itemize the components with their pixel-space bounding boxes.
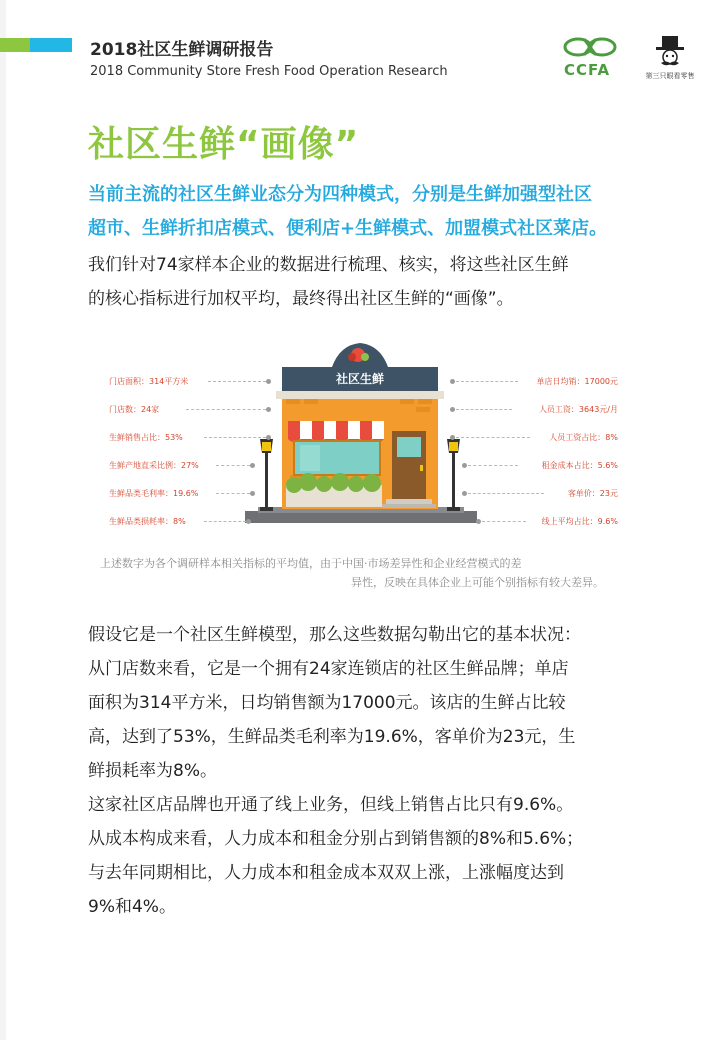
top-hat-mustache-icon: [650, 34, 690, 70]
leader-line: [216, 465, 250, 466]
body-line-5: 鲜损耗率为8%。: [88, 761, 217, 781]
leader-line: [456, 437, 530, 438]
partner-logo: [636, 34, 704, 82]
intro-line-1: 我们针对74家样本企业的数据进行梳理、核实，将这些社区生鲜: [88, 255, 569, 275]
leader-dot: [476, 519, 481, 524]
leader-line: [456, 381, 518, 382]
header-bar-green: [0, 38, 30, 52]
infographic-caption: [100, 554, 620, 592]
ccfa-logo: [562, 35, 626, 81]
leader-dot: [246, 519, 251, 524]
metric-store-area: 门店面积：314平方米: [109, 377, 189, 386]
metric-rent-share: 租金成本占比：5.6%: [541, 461, 618, 470]
body-line-4: 高，达到了53%，生鲜品类毛利率为19.6%，客单价为23元，生: [88, 727, 576, 747]
metric-basket-size: 客单价：23元: [567, 489, 618, 498]
metric-fresh-sales-share: 生鲜销售占比：53%: [109, 433, 183, 442]
partner-logo-text: 第三只眼看零售: [645, 72, 695, 80]
leader-dot: [450, 407, 455, 412]
leader-line: [204, 521, 246, 522]
lead-line-1: 当前主流的社区生鲜业态分为四种模式，分别是生鲜加强型社区: [88, 184, 592, 205]
leader-line: [208, 381, 266, 382]
leader-line: [456, 409, 512, 410]
metric-store-count: 门店数：24家: [109, 405, 160, 414]
header-color-bar: [0, 38, 72, 52]
leader-dot: [266, 407, 271, 412]
leader-line: [482, 521, 526, 522]
body-line-8: 与去年同期相比，人力成本和租金成本双双上涨，上涨幅度达到: [88, 863, 564, 883]
body-line-9: 9%和4%。: [88, 897, 176, 917]
caption-line-2: 异性，反映在具体企业上可能个别指标有较大差异。: [351, 576, 604, 589]
report-title: 2018社区生鲜调研报告: [90, 40, 274, 60]
ccfa-emblem-icon: [562, 35, 626, 63]
leader-dot: [462, 463, 467, 468]
lead-line-2: 超市、生鲜折扣店模式、便利店+生鲜模式、加盟模式社区菜店。: [88, 218, 608, 239]
caption-line-1: 上述数字为各个调研样本相关指标的平均值，由于中国·市场差异性和企业经营模式的差: [100, 557, 522, 570]
header-bar-blue: [30, 38, 72, 52]
metric-staff-wage: 人员工资：3643元/月: [538, 405, 618, 414]
metric-direct-sourcing: 生鲜产地直采比例：27%: [109, 461, 199, 470]
leader-dot: [250, 463, 255, 468]
leader-dot: [250, 491, 255, 496]
metric-wage-share: 人员工资占比：8%: [549, 433, 618, 442]
metric-online-share: 线上平均占比：9.6%: [541, 517, 618, 526]
body-line-2: 从门店数来看，它是一个拥有24家连锁店的社区生鲜品牌；单店: [88, 659, 569, 679]
body-line-1: 假设它是一个社区生鲜模型，那么这些数据勾勒出它的基本状况：: [88, 625, 581, 645]
intro-line-2: 的核心指标进行加权平均，最终得出社区生鲜的“画像”。: [88, 289, 514, 309]
store-infographic: [100, 335, 620, 535]
body-line-7: 从成本构成来看，人力成本和租金分别占到销售额的8%和5.6%；: [88, 829, 584, 849]
store-sign-text: 社区生鲜: [335, 372, 384, 386]
ccfa-logo-text: CCFA: [564, 61, 611, 79]
metric-fresh-loss-rate: 生鲜品类损耗率：8%: [109, 517, 186, 526]
leader-line: [204, 437, 266, 438]
leader-line: [468, 493, 544, 494]
leader-dot: [450, 435, 455, 440]
body-line-6: 这家社区店品牌也开通了线上业务，但线上销售占比只有9.6%。: [88, 795, 574, 815]
leader-dot: [266, 435, 271, 440]
leader-dot: [450, 379, 455, 384]
leader-dot: [266, 379, 271, 384]
leader-line: [216, 493, 250, 494]
leader-line: [468, 465, 518, 466]
leader-dot: [462, 491, 467, 496]
page-title: 社区生鲜“画像”: [88, 124, 360, 165]
body-line-3: 面积为314平方米，日均销售额为17000元。该店的生鲜占比较: [88, 693, 566, 713]
metric-fresh-gross-margin: 生鲜品类毛利率：19.6%: [109, 489, 199, 498]
metric-daily-sales: 单店日均销：17000元: [536, 377, 618, 386]
report-subtitle: 2018 Community Store Fresh Food Operation Research: [90, 64, 448, 79]
leader-line: [186, 409, 266, 410]
left-margin-rule: [0, 0, 6, 1040]
